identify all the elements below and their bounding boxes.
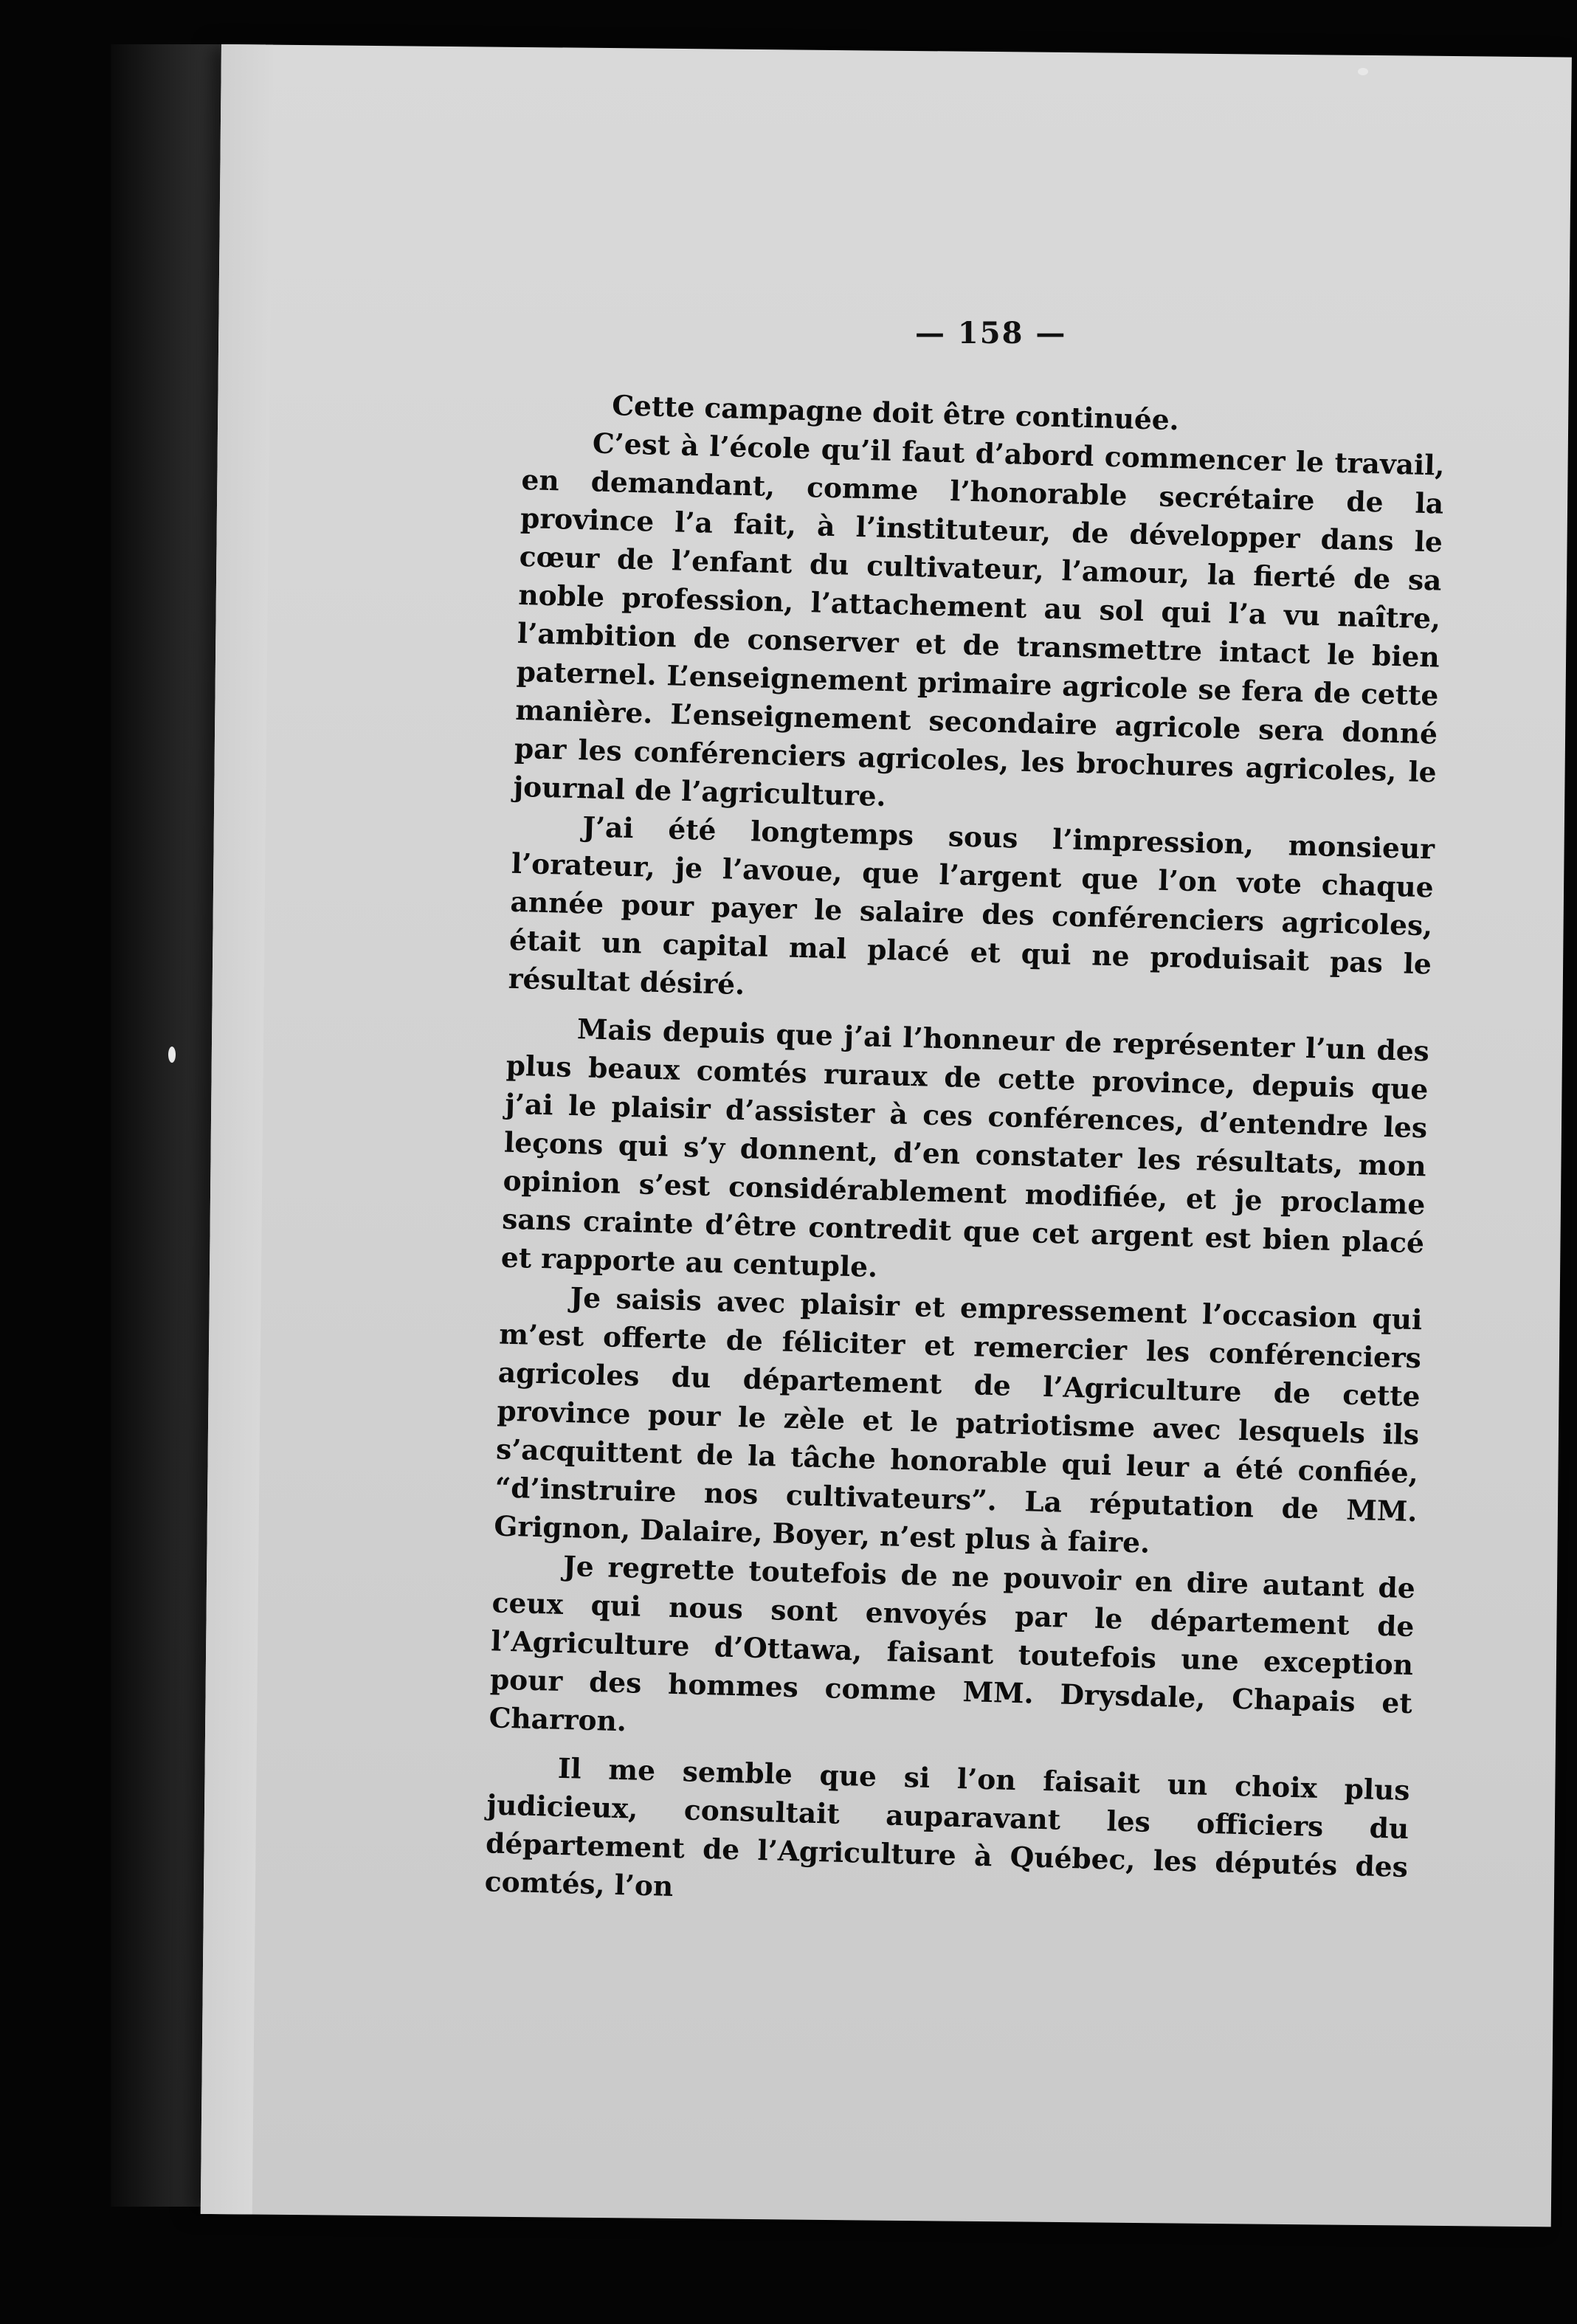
paragraph-7: Il me semble que si l’on faisait un choix plus judicieux, consultait auparavant les officiers du département de l’Agriculture à Québec, les députés des comtés, l’on <box>484 1751 1411 1903</box>
page-number: — 158 — <box>915 316 1067 351</box>
paragraph-4: Mais depuis que j’ai l’honneur de représenter l’un des plus beaux comtés ruraux de cette province, depuis que j’ai le plaisir d’assister à ces conférences, d’entendre les leçons qui s’y donnent, d’en constater les résultats, mon opinion s’est considérablement modifiée, et je proclame sans crainte d’être contredit que cet argent est bien placé et rapporte au centuple. <box>500 1013 1430 1283</box>
paragraph-1: Cette campagne doit être continuée. <box>611 389 1180 437</box>
paragraph-2: C’est à l’école qu’il faut d’abord commencer le travail, en demandant, comme l’honorable secrétaire de la province l’a fait, à l’instituteur, de développer dans le cœur de l’enfant du cultivateur, l’amour, la fierté de sa noble profession, l’attachement au sol qui l’a vu naître, l’ambition de conserver et de transmettre intact le bien paternel. L’enseignement primaire agricole se fera de cette manière. L’enseignement secondaire agricole sera donné par les conférenciers agricoles, les brochures agricoles, le journal de l’agriculture. <box>513 427 1446 813</box>
page-text <box>484 384 1446 1925</box>
scan-speck <box>1358 68 1368 75</box>
paragraph-5: Je saisis avec plaisir et empressement l’occasion qui m’est offerte de féliciter et remercier les conférenciers agricoles du département de l’Agriculture de cette province pour le zèle et le patriotisme avec lesquels ils s’acquittent de la tâche honorable qui leur a été confiée, “d’instruire nos cultivateurs”. La réputation de MM. Grignon, Dalaire, Boyer, n’est plus à faire. <box>493 1281 1423 1559</box>
scan-speck <box>168 1047 176 1063</box>
paragraph-3: J’ai été longtemps sous l’impression, monsieur l’orateur, je l’avoue, que l’argent que l’on vote chaque année pour payer le salaire des conférenciers agricoles, était un capital mal placé et qui ne produisait pas le résultat désiré. <box>508 810 1435 1001</box>
paragraph-6: Je regrette toutefois de ne pouvoir en dire autant de ceux qui nous sont envoyés par le département de l’Agriculture d’Ottawa, faisant toutefois une exception pour des hommes comme MM. Drysdale, Chapais et Charron. <box>489 1549 1416 1738</box>
